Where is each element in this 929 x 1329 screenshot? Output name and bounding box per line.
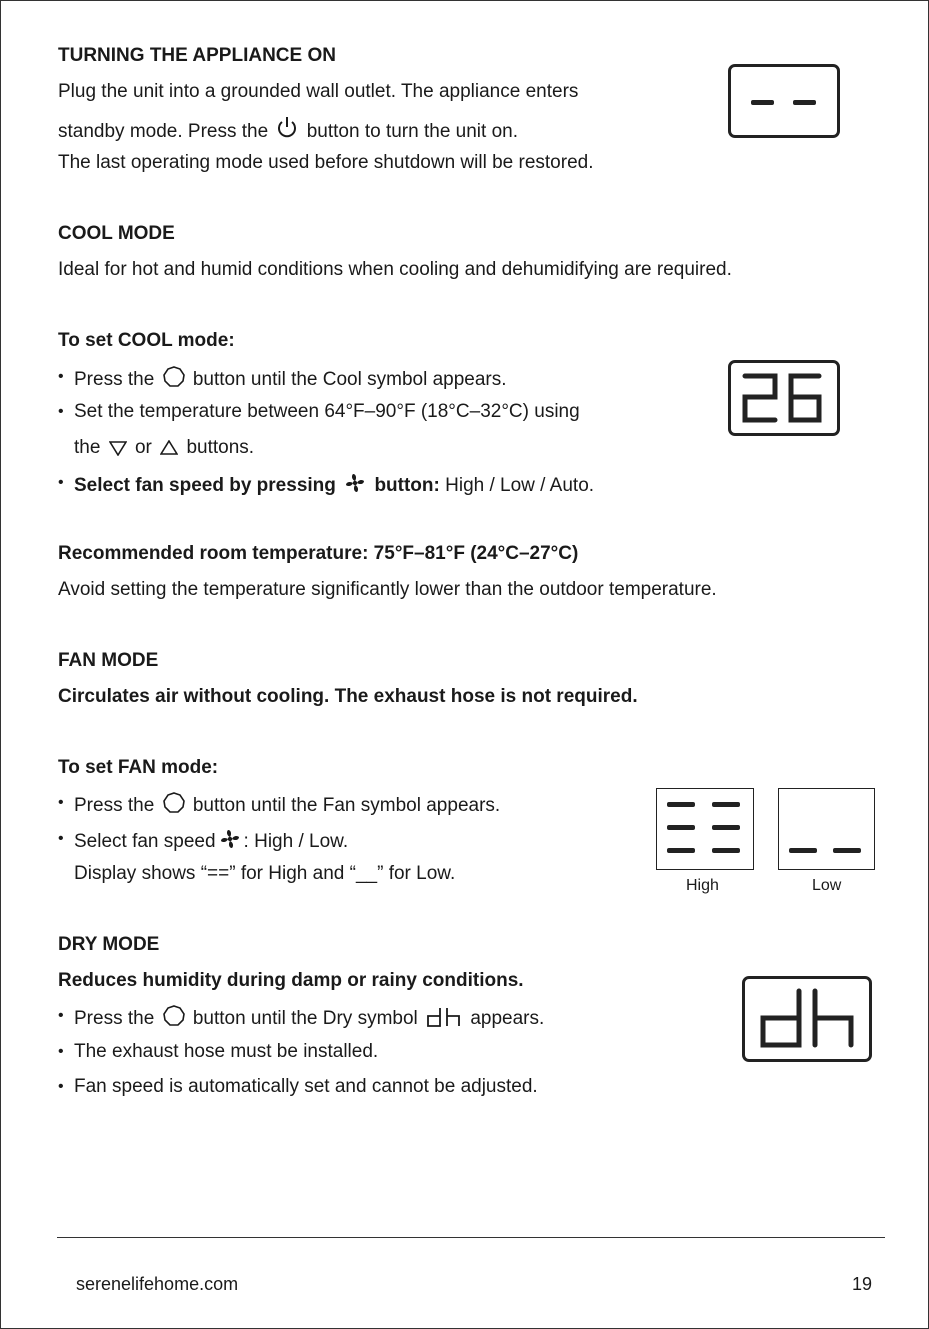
fan-high-display — [656, 788, 754, 870]
fan-mode-heading: FAN MODE — [58, 650, 159, 671]
fan-icon — [219, 828, 241, 856]
fan-bullet-1 — [74, 792, 500, 820]
dry-display-digits — [745, 979, 869, 1059]
power-icon — [276, 116, 298, 146]
digit-2 — [745, 376, 775, 420]
fan-mode-desc: Circulates air without cooling. The exhaust hose is not required. — [58, 686, 638, 707]
turning-on-line2-post: button to turn the unit on. — [306, 121, 518, 142]
fan-b1-pre: Press the — [74, 795, 155, 816]
cool-bullet-1 — [74, 366, 507, 394]
dry-bullet-3: • Fan speed is automatically set and cannot be adjusted. — [74, 1076, 538, 1098]
dry-bullet-1 — [74, 1005, 544, 1033]
standby-dash-right — [793, 100, 816, 105]
dry-display — [742, 976, 872, 1062]
dry-b1-post: appears. — [470, 1008, 545, 1029]
footer-rule — [57, 1237, 885, 1238]
digit-d — [763, 991, 799, 1045]
set-fan-heading: To set FAN mode: — [58, 757, 219, 778]
mode-icon — [163, 792, 185, 820]
up-triangle-icon — [160, 440, 178, 462]
turning-on-line2 — [58, 116, 518, 146]
digit-h — [815, 991, 851, 1045]
cool-b1-pre: Press the — [74, 369, 155, 390]
turning-on-line3: The last operating mode used before shutdown will be restored. — [58, 152, 594, 173]
cool-b3-bold-pre: Select fan speed by pressing — [74, 475, 336, 496]
fan-b1-post: button until the Fan symbol appears. — [192, 795, 501, 816]
cool-display-digits — [731, 363, 837, 433]
cool-bullet-2-cont — [74, 437, 254, 462]
cool-display — [728, 360, 840, 436]
down-triangle-icon — [109, 440, 127, 462]
standby-dash-left — [751, 100, 774, 105]
page-number: 19 — [852, 1274, 873, 1294]
turning-on-heading: TURNING THE APPLIANCE ON — [58, 45, 336, 66]
cool-b2-cont-pre: the — [74, 437, 101, 458]
cool-b1-post: button until the Cool symbol appears. — [192, 369, 507, 390]
fan-low-display — [778, 788, 875, 870]
cool-b2-cont-mid: or — [134, 437, 152, 458]
dry-b1-pre: Press the — [74, 1008, 155, 1029]
cool-b2-cont-post: buttons. — [186, 437, 255, 458]
set-cool-heading: To set COOL mode: — [58, 330, 235, 351]
mode-icon — [163, 1005, 185, 1033]
fan-b2-post: : High / Low. — [243, 831, 349, 852]
standby-display — [728, 64, 840, 138]
cool-b3-rest: High / Low / Auto. — [445, 475, 595, 496]
cool-mode-heading: COOL MODE — [58, 223, 175, 244]
dry-mode-desc: Reduces humidity during damp or rainy conditions. — [58, 970, 524, 991]
dry-symbol-icon — [426, 1007, 462, 1033]
digit-6 — [791, 376, 819, 420]
fan-bullet-2-cont: Display shows “==” for High and “__” for Low. — [74, 863, 456, 884]
fan-bullet-2 — [74, 828, 348, 856]
dry-b1-mid: button until the Dry symbol — [192, 1008, 418, 1029]
footer-website: serenelifehome.com — [76, 1274, 239, 1294]
cool-bullet-3 — [74, 472, 594, 500]
dry-bullet-2: • The exhaust hose must be installed. — [74, 1041, 378, 1063]
caption-low: Low — [812, 877, 842, 894]
caption-high: High — [686, 877, 719, 894]
cool-mode-desc: Ideal for hot and humid conditions when cooling and dehumidifying are required. — [58, 259, 732, 280]
recommended-heading: Recommended room temperature: 75°F–81°F (24°C–27°C) — [58, 543, 579, 564]
cool-b3-bold-post: button: — [374, 475, 440, 496]
mode-icon — [163, 366, 185, 394]
turning-on-line1: Plug the unit into a grounded wall outlet. The appliance enters — [58, 81, 579, 102]
fan-b2-pre: Select fan speed — [74, 831, 216, 852]
dry-mode-heading: DRY MODE — [58, 934, 160, 955]
recommended-desc: Avoid setting the temperature significantly lower than the outdoor temperature. — [58, 579, 717, 600]
fan-icon — [344, 472, 366, 500]
cool-bullet-2: • Set the temperature between 64°F–90°F (18°C–32°C) using — [74, 401, 580, 423]
turning-on-line2-pre: standby mode. Press the — [58, 121, 269, 142]
